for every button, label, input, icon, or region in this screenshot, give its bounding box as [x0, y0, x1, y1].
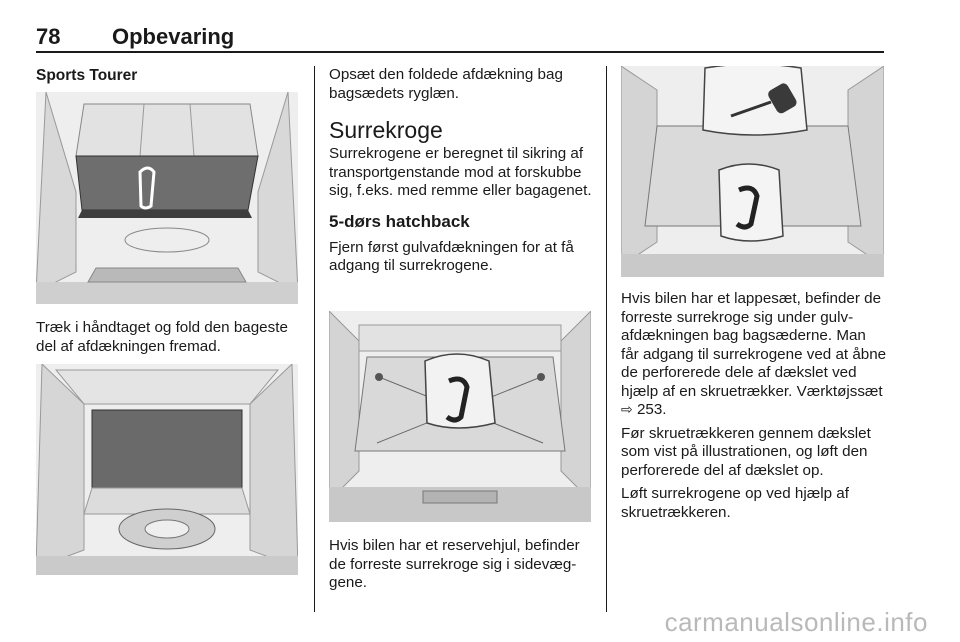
paragraph: Hvis bilen har et reservehjul, befinder de forreste surrekroge sig i sidevæggene. [329, 537, 580, 591]
column-1 [36, 66, 300, 86]
paragraph: Træk i håndtaget og fold den bageste del af afdækningen fremad. [36, 319, 288, 355]
instruction-fold-cover [36, 319, 300, 356]
illustration-screwdriver-cover [621, 66, 884, 277]
paragraph: Før skruetrækkeren gennem dækslet som vist på illustrationen, og løft den perforerede del af dækslet op. [621, 424, 871, 479]
paragraph: Opsæt den foldede afdækning bag bagsædets ryglæn. [329, 66, 563, 102]
section-heading: Sports Tourer [36, 67, 138, 84]
column-3 [621, 290, 887, 522]
page-ref-arrow-icon: ⇨ [621, 402, 633, 418]
illustration-cargo-cover-behind-seat [36, 364, 298, 575]
header-rule [36, 51, 884, 53]
column-divider [606, 66, 607, 612]
illustration-cargo-cover-folded [36, 92, 298, 304]
section-title: Surrekroge [329, 117, 443, 143]
column-divider [314, 66, 315, 612]
column-2 [329, 66, 594, 276]
illustration-hatchback-lashing-eye [329, 311, 591, 522]
paragraph: Løft surrekrogene op ved hjælp af skruetrækkeren. [621, 485, 849, 521]
page-reference[interactable]: 253. [636, 401, 667, 418]
chapter-title: Opbevaring [112, 24, 235, 49]
paragraph-tyre-repair-kit [621, 290, 887, 420]
page-header [36, 20, 884, 54]
paragraph: Fjern først gulvafdækningen for at få adgang til surrekrogene. [329, 238, 574, 274]
page-number: 78 [36, 24, 61, 49]
subheading: 5-dørs hatchback [329, 211, 470, 231]
watermark: carmanualsonline.info [664, 607, 928, 637]
paragraph: Surrekrogene er beregnet til sikring af transportgenstande mod at forskubbe sig, f.eks. med remme eller bagagenet. [329, 145, 592, 199]
spare-wheel-note [329, 537, 594, 593]
paragraph-text: Hvis bilen har et lappesæt, befinder de forreste surrekroge sig under gulvafdækningen bag bagsæderne. Man får adgang til surrekrogene ved at åbne de perforerede dele af dækslet ved hjælp af en skruetrækker. Værktøjssæt [621, 290, 887, 400]
